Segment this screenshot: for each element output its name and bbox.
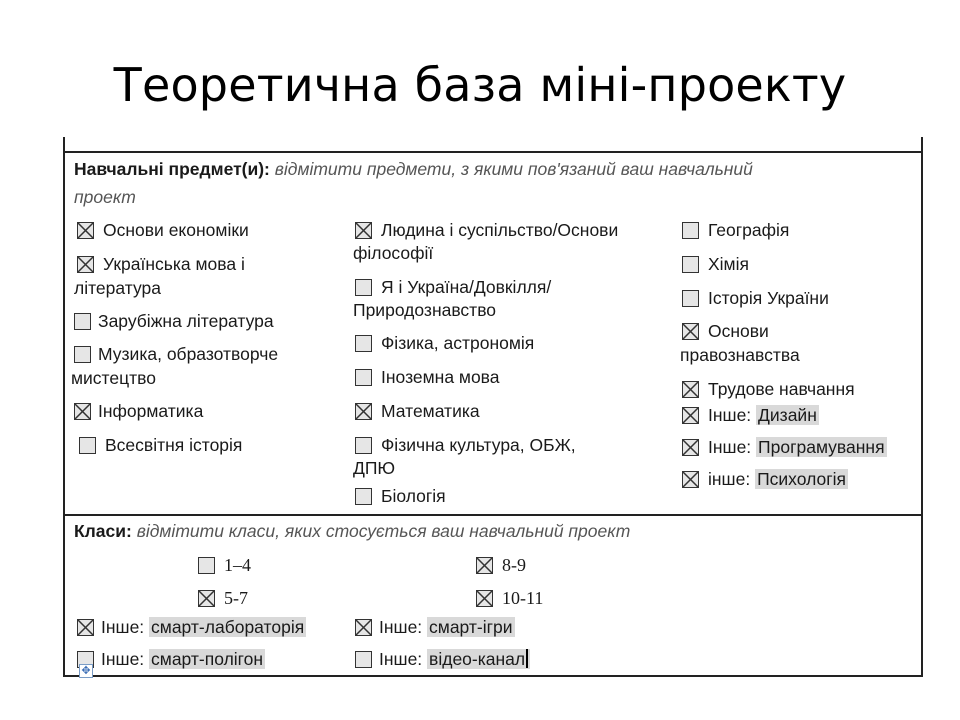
- label-math: Математика: [381, 401, 480, 421]
- checkbox-pe[interactable]: [355, 437, 372, 454]
- checkbox-other-video-channel[interactable]: [355, 651, 372, 668]
- checkbox-grade-5-7[interactable]: [198, 590, 215, 607]
- other-programming-label: Інше:: [708, 437, 752, 457]
- checkbox-natural-science[interactable]: [355, 279, 372, 296]
- checkbox-biology[interactable]: [355, 488, 372, 505]
- label-grade-1-4: 1–4: [224, 555, 251, 575]
- other-smart-games-field[interactable]: смарт-ігри: [429, 617, 513, 637]
- checkbox-ukraine-history[interactable]: [682, 290, 699, 307]
- label-natural-science-cont: Природознавство: [353, 300, 497, 320]
- checkbox-grade-1-4[interactable]: [198, 557, 215, 574]
- label-informatics: Інформатика: [98, 401, 204, 421]
- label-ukrainian: Українська мова і: [103, 254, 245, 274]
- checkbox-informatics[interactable]: [74, 403, 91, 420]
- table-move-handle-icon[interactable]: ✥: [79, 664, 93, 678]
- checkbox-other-programming[interactable]: [682, 439, 699, 456]
- other-programming-row: [708, 436, 887, 458]
- checkbox-labor[interactable]: [682, 381, 699, 398]
- slide-title: Теоретична база міні-проекту: [113, 58, 847, 112]
- label-grade-8-9: 8-9: [502, 555, 526, 575]
- subjects-instruction: відмітити предмети, з якими пов'язаний ваш навчальний: [274, 159, 753, 179]
- other-psychology-row: [708, 468, 848, 490]
- label-music-art: Музика, образотворче: [98, 344, 279, 364]
- label-foreign-language: Іноземна мова: [381, 367, 500, 387]
- label-economics: Основи економіки: [103, 220, 249, 240]
- label-ukrainian-cont: література: [74, 278, 161, 298]
- checkbox-law[interactable]: [682, 323, 699, 340]
- label-ukraine-history: Історія України: [708, 288, 829, 308]
- checkbox-math[interactable]: [355, 403, 372, 420]
- checkbox-human-society[interactable]: [355, 222, 372, 239]
- checkbox-other-smart-lab[interactable]: [77, 619, 94, 636]
- checkbox-other-psychology[interactable]: [682, 471, 699, 488]
- other-smart-games-label: Інше:: [379, 617, 423, 637]
- subjects-instruction-cont: проект: [74, 187, 136, 207]
- other-video-channel-field[interactable]: [427, 649, 530, 669]
- other-video-channel-row: [379, 648, 530, 670]
- checkbox-geography[interactable]: [682, 222, 699, 239]
- label-world-history: Всесвітня історія: [105, 435, 243, 455]
- label-human-society-cont: філософії: [353, 243, 434, 263]
- checkbox-other-design[interactable]: [682, 407, 699, 424]
- other-psychology-field[interactable]: Психологія: [757, 469, 846, 489]
- label-law: Основи: [708, 321, 769, 341]
- checkbox-music-art[interactable]: [74, 346, 91, 363]
- label-grade-10-11: 10-11: [502, 588, 544, 608]
- label-pe: Фізична культура, ОБЖ,: [381, 435, 576, 455]
- other-video-channel-value: відео-канал: [429, 649, 526, 669]
- other-smart-lab-field[interactable]: смарт-лабораторія: [151, 617, 305, 637]
- other-smart-polygon-field[interactable]: смарт-полігон: [151, 649, 264, 669]
- checkbox-other-smart-games[interactable]: [355, 619, 372, 636]
- other-video-channel-label: Інше:: [379, 649, 423, 669]
- checkbox-foreign-literature[interactable]: [74, 313, 91, 330]
- checkbox-ukrainian[interactable]: [77, 256, 94, 273]
- label-physics: Фізика, астрономія: [381, 333, 535, 353]
- text-cursor: [526, 649, 528, 668]
- other-smart-lab-row: [101, 616, 306, 638]
- table-top-tick-right: [921, 137, 923, 149]
- classes-header: [74, 520, 630, 542]
- label-grade-5-7: 5-7: [224, 588, 248, 608]
- label-labor: Трудове навчання: [708, 379, 855, 399]
- document-table: [63, 141, 923, 677]
- label-human-society: Людина і суспільство/Основи: [381, 220, 619, 240]
- subjects-heading: Навчальні предмет(и):: [74, 159, 270, 179]
- checkbox-grade-8-9[interactable]: [476, 557, 493, 574]
- label-natural-science: Я і Україна/Довкілля/: [381, 277, 552, 297]
- other-smart-games-row: [379, 616, 515, 638]
- checkbox-chemistry[interactable]: [682, 256, 699, 273]
- label-foreign-literature: Зарубіжна література: [98, 311, 274, 331]
- label-chemistry: Хімія: [708, 254, 749, 274]
- checkbox-foreign-language[interactable]: [355, 369, 372, 386]
- label-geography: Географія: [708, 220, 790, 240]
- other-design-field[interactable]: Дизайн: [758, 405, 817, 425]
- row-divider-top: [65, 151, 921, 153]
- other-smart-lab-label: Інше:: [101, 617, 145, 637]
- row-divider-middle: [65, 514, 921, 516]
- other-design-row: [708, 404, 819, 426]
- table-top-tick-left: [63, 137, 65, 149]
- label-pe-cont: ДПЮ: [353, 458, 396, 478]
- label-law-cont: правознавства: [680, 345, 800, 365]
- other-design-label: Інше:: [708, 405, 752, 425]
- checkbox-world-history[interactable]: [79, 437, 96, 454]
- checkbox-economics[interactable]: [77, 222, 94, 239]
- label-music-art-cont: мистецтво: [71, 368, 156, 388]
- other-programming-field[interactable]: Програмування: [758, 437, 885, 457]
- checkbox-physics[interactable]: [355, 335, 372, 352]
- subjects-header: [74, 158, 753, 180]
- other-smart-polygon-label: Інше:: [101, 649, 145, 669]
- classes-instruction: відмітити класи, яких стосується ваш навчальний проект: [136, 521, 631, 541]
- other-psychology-label: інше:: [708, 469, 751, 489]
- other-smart-polygon-row: [101, 648, 265, 670]
- checkbox-grade-10-11[interactable]: [476, 590, 493, 607]
- label-biology: Біологія: [381, 486, 446, 506]
- classes-heading: Класи:: [74, 521, 132, 541]
